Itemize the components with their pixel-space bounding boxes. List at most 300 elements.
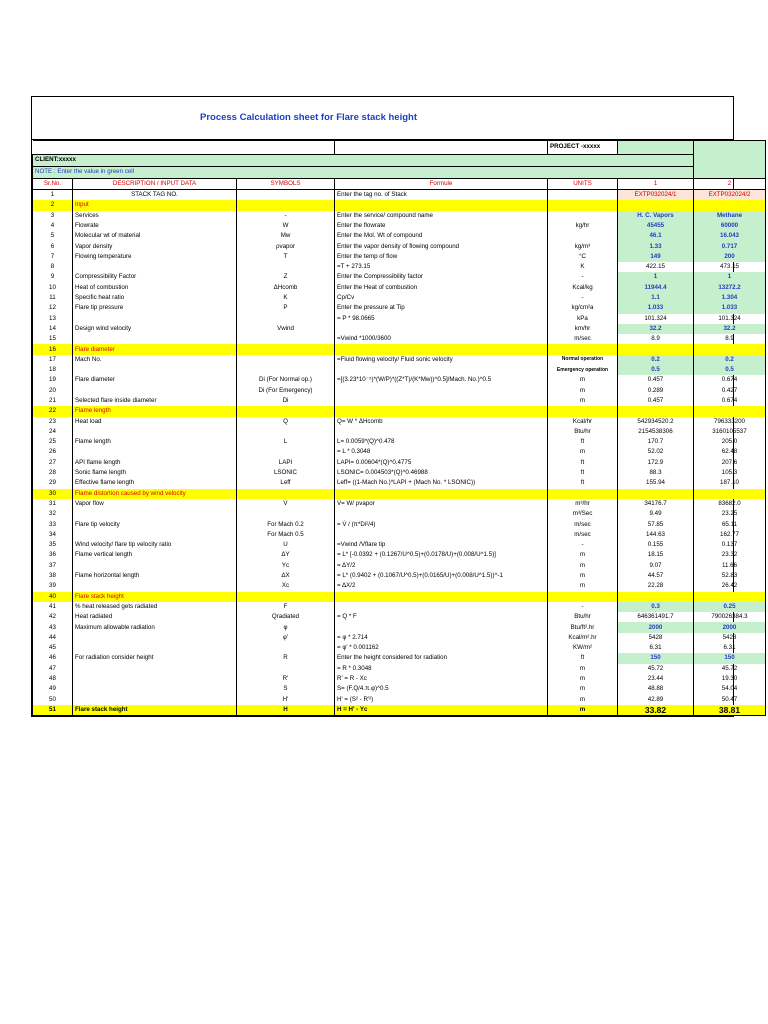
row-formula: V̇= W/ ρvapor [335,499,548,509]
row-unit: Btu/hr [548,612,618,622]
row-symbol: U [237,540,335,550]
row-symbol: H [237,705,335,716]
row-formula: =[(3.23*10⁻⁵)*(W/P)*((Z*T)/(K*Mw))^0.5]/Mach. No.)^0.5 [335,375,548,385]
table-row [33,447,766,457]
row-description: Vapor density [73,241,237,251]
row-value-1[interactable]: 1 [618,272,694,282]
row-formula: = P * 98.0665 [335,314,548,324]
table-row [33,355,766,365]
row-value-2: 83682.0 [694,499,766,509]
row-number: 44 [33,633,73,643]
row-value-2: 162.77 [694,530,766,540]
row-symbol: φ [237,622,335,632]
row-formula: = ΔY/2 [335,561,548,571]
row-unit: kg/m³ [548,241,618,251]
row-value-2[interactable]: 1.033 [694,303,766,313]
row-value-1: 0.155 [618,540,694,550]
row-symbol: φ' [237,633,335,643]
row-description: API flame length [73,458,237,468]
row-value-1: 9.07 [618,561,694,571]
row-value-2[interactable]: 200 [694,252,766,262]
row-value-1: 170.7 [618,437,694,447]
table-row [33,417,766,427]
header-srno: Sr.No. [33,179,73,190]
row-formula [335,592,548,602]
row-description: Specific heat ratio [73,293,237,303]
row-symbol [237,643,335,653]
row-description [73,262,237,272]
row-description [73,334,237,344]
row-unit: m/sec [548,520,618,530]
row-unit [548,592,618,602]
row-unit: K [548,262,618,272]
table-row [33,468,766,478]
row-symbol: Yc [237,561,335,571]
row-formula: = L * 0.3048 [335,447,548,457]
row-value-1[interactable]: 0.5 [618,365,694,375]
row-value-2: 23.25 [694,509,766,519]
row-formula: = ΔX/2 [335,581,548,591]
row-description [73,314,237,324]
row-description: Flare stack height [73,592,237,602]
row-unit: m [548,695,618,705]
row-value-2[interactable]: 16.043 [694,231,766,241]
row-formula: =Vwind *1000/3600 [335,334,548,344]
row-description: Selected flare inside diameter [73,396,237,406]
row-value-2: 62.48 [694,447,766,457]
table-row [33,509,766,519]
row-unit: m [548,674,618,684]
row-value-2: 11.66 [694,561,766,571]
row-unit: km/hr [548,324,618,334]
row-value-2: 0.427 [694,386,766,396]
row-value-1 [618,406,694,416]
row-value-1: 0.457 [618,396,694,406]
row-description: Flare tip velocity [73,520,237,530]
row-number: 38 [33,571,73,581]
row-unit [548,200,618,210]
row-symbol: ΔHcomb [237,283,335,293]
row-value-2 [694,406,766,416]
row-description: Vapor flow [73,499,237,509]
row-symbol: Di [237,396,335,406]
row-value-2: 19.30 [694,674,766,684]
row-value-2[interactable]: Methane [694,211,766,221]
row-formula: H = H' - Yc [335,705,548,716]
table-row [33,540,766,550]
row-number: 32 [33,509,73,519]
row-value-2 [694,344,766,354]
row-formula [335,344,548,354]
row-unit: m/sec [548,530,618,540]
row-description: Design wind velocity [73,324,237,334]
row-unit: m³/Sec [548,509,618,519]
table-row [33,581,766,591]
table-row [33,375,766,385]
row-number: 16 [33,344,73,354]
row-value-2: 50.47 [694,695,766,705]
row-description: Effective flame length [73,478,237,488]
row-formula [335,200,548,210]
row-value-1[interactable]: 0.2 [618,355,694,365]
row-unit [548,344,618,354]
row-number: 43 [33,622,73,632]
row-formula: Enter the Compressibility factor [335,272,548,282]
row-number: 33 [33,520,73,530]
row-unit: m [548,571,618,581]
row-formula: = φ * 2.714 [335,633,548,643]
row-value-1: 9.49 [618,509,694,519]
row-symbol: W [237,221,335,231]
row-unit [548,231,618,241]
row-formula: Enter the service/ compound name [335,211,548,221]
row-symbol [237,344,335,354]
row-description [73,581,237,591]
row-unit: - [548,540,618,550]
row-value-2[interactable]: 0.25 [694,602,766,612]
row-formula: Enter the vapor density of flowing compound [335,241,548,251]
row-formula: Leff= ((1-Mach No.)*LAPI + (Mach No. * LSONIC)) [335,478,548,488]
row-value-1[interactable]: 149 [618,252,694,262]
table-row [33,365,766,375]
row-description [73,633,237,643]
row-value-1: 0.457 [618,375,694,385]
row-number: 41 [33,602,73,612]
row-number: 39 [33,581,73,591]
table-row [33,684,766,694]
table-row [33,530,766,540]
client-row [33,155,766,167]
row-description: Compressibility Factor [73,272,237,282]
row-unit: m [548,581,618,591]
row-unit: - [548,272,618,282]
row-value-1: 0.289 [618,386,694,396]
row-number: 27 [33,458,73,468]
calculation-sheet [31,96,751,717]
row-formula: =Vwind /Vflare tip [335,540,548,550]
client-label: CLIENT:xxxxx [33,155,694,167]
row-value-2[interactable]: 13272.2 [694,283,766,293]
row-formula: LAPI= 0.00604*(Q)^0.4775 [335,458,548,468]
row-description: Flame distortion caused by wind velocity [73,489,237,499]
row-value-1: 22.28 [618,581,694,591]
row-formula [335,396,548,406]
row-number: 21 [33,396,73,406]
row-value-1 [618,592,694,602]
row-value-2: 6.31 [694,643,766,653]
title-band [32,97,733,140]
row-formula: Enter the Heat of combustion [335,283,548,293]
table-row [33,602,766,612]
row-symbol [237,664,335,674]
row-value-1[interactable]: 2000 [618,622,694,632]
row-number: 13 [33,314,73,324]
table-row [33,612,766,622]
row-description: Flowrate [73,221,237,231]
row-value-2[interactable]: 60000 [694,221,766,231]
row-formula: H' = (S² - R'²) [335,695,548,705]
row-value-1: 422.15 [618,262,694,272]
row-formula: = φ' * 0.001162 [335,643,548,653]
project-row [33,141,766,155]
row-value-2 [694,489,766,499]
calculation-table [32,140,766,716]
row-value-2: 0.674 [694,375,766,385]
row-unit: m/sec [548,334,618,344]
row-symbol: LAPI [237,458,335,468]
row-formula: Enter the temp of flow [335,252,548,262]
row-value-1: 18.15 [618,550,694,560]
sheet-title: Process Calculation sheet for Flare stack height [200,112,417,123]
row-value-2[interactable]: 1.304 [694,293,766,303]
row-value-1: 101.324 [618,314,694,324]
row-number: 8 [33,262,73,272]
row-description: For radiation consider height [73,653,237,663]
row-unit: kg/hr [548,221,618,231]
row-number: 2 [33,200,73,210]
row-description: Flame vertical length [73,550,237,560]
row-value-2: 473.15 [694,262,766,272]
table-row [33,211,766,221]
row-unit: - [548,602,618,612]
row-value-2: 23.32 [694,550,766,560]
row-unit: ft [548,437,618,447]
row-value-2: 38.81 [694,705,766,716]
row-formula: L= 0.0059*(Q)^0.478 [335,437,548,447]
table-row [33,592,766,602]
row-value-1: 88.3 [618,468,694,478]
row-value-1[interactable]: 32.2 [618,324,694,334]
row-formula [335,622,548,632]
row-unit: m³/hr [548,499,618,509]
row-unit: ft [548,653,618,663]
note-row [33,167,766,179]
row-value-2: 52.83 [694,571,766,581]
row-value-2: 54.04 [694,684,766,694]
row-formula: R' = R - Xc [335,674,548,684]
row-symbol: For Mach 0.2 [237,520,335,530]
row-formula [335,365,548,375]
table-row [33,643,766,653]
row-number: 25 [33,437,73,447]
row-value-1 [618,200,694,210]
header-symbols: SYMBOLS [237,179,335,190]
row-description [73,561,237,571]
table-row [33,252,766,262]
row-formula [335,602,548,612]
row-symbol: Di (For Normal op.) [237,375,335,385]
row-value-2[interactable]: 0.5 [694,365,766,375]
row-description [73,427,237,437]
row-number: 45 [33,643,73,653]
row-description: Flowing temperature [73,252,237,262]
row-symbol: T [237,252,335,262]
row-symbol [237,200,335,210]
row-description: Heat load [73,417,237,427]
table-row [33,200,766,210]
row-number: 10 [33,283,73,293]
row-value-1[interactable]: 1.033 [618,303,694,313]
row-number: 15 [33,334,73,344]
row-value-1[interactable]: 46.1 [618,231,694,241]
table-row [33,283,766,293]
row-value-2[interactable]: 150 [694,653,766,663]
row-symbol [237,592,335,602]
row-value-2: 0.137 [694,540,766,550]
row-number: 50 [33,695,73,705]
row-number: 19 [33,375,73,385]
row-description: Flare stack height [73,705,237,716]
row-symbol: L [237,437,335,447]
row-number: 37 [33,561,73,571]
row-formula [335,324,548,334]
row-value-2[interactable]: 1 [694,272,766,282]
row-value-1[interactable]: 150 [618,653,694,663]
table-row [33,571,766,581]
row-unit: - [548,293,618,303]
table-row [33,396,766,406]
row-value-1: EXTP032024/1 [618,190,694,201]
row-symbol: R [237,653,335,663]
table-row [33,664,766,674]
row-number: 48 [33,674,73,684]
table-row [33,262,766,272]
row-number: 11 [33,293,73,303]
row-formula [335,406,548,416]
row-value-1[interactable]: 1.1 [618,293,694,303]
row-number: 6 [33,241,73,251]
row-value-2: EXTP032024/2 [694,190,766,201]
row-number: 24 [33,427,73,437]
row-value-1: 155.94 [618,478,694,488]
row-number: 34 [33,530,73,540]
row-unit: Kcal/hr [548,417,618,427]
row-value-1[interactable]: 1.33 [618,241,694,251]
row-formula [335,386,548,396]
row-symbol: Q [237,417,335,427]
row-unit: m [548,447,618,457]
row-value-2[interactable]: 2000 [694,622,766,632]
row-symbol [237,355,335,365]
row-value-1: 33.82 [618,705,694,716]
row-description: Flame length [73,406,237,416]
table-row [33,622,766,632]
table-row [33,386,766,396]
row-number: 4 [33,221,73,231]
row-symbol: Z [237,272,335,282]
row-value-1: 48.88 [618,684,694,694]
row-value-1[interactable]: 0.3 [618,602,694,612]
row-unit [548,406,618,416]
row-value-1: 52.02 [618,447,694,457]
row-value-2: 5428 [694,633,766,643]
row-symbol: K [237,293,335,303]
row-description [73,530,237,540]
row-symbol: Leff [237,478,335,488]
row-unit: ft [548,468,618,478]
row-unit: m [548,664,618,674]
row-unit: m [548,375,618,385]
row-description: Heat of combustion [73,283,237,293]
row-formula: Enter the height considered for radiation [335,653,548,663]
row-number: 49 [33,684,73,694]
table-row [33,303,766,313]
row-value-1[interactable]: H. C. Vapors [618,211,694,221]
row-value-1: 42.89 [618,695,694,705]
row-unit: Kcal/m².hr [548,633,618,643]
row-unit: °C [548,252,618,262]
row-formula: = L* (0.9402 + (0.1067/U^0.5)+(0.0165/U)+(0.008/U^1.5))^-1 [335,571,548,581]
table-row [33,272,766,282]
row-unit [548,211,618,221]
row-description: Input [73,200,237,210]
row-formula: LSONIC= 0.004503*(Q)^0.46988 [335,468,548,478]
row-unit: Kcal/kg [548,283,618,293]
row-description [73,684,237,694]
header-description: DESCRIPTION / INPUT DATA [73,179,237,190]
row-value-2[interactable]: 0.2 [694,355,766,365]
row-value-1[interactable]: 45455 [618,221,694,231]
row-unit: Normal operation [548,355,618,365]
row-number: 29 [33,478,73,488]
row-symbol [237,262,335,272]
row-value-1: 5428 [618,633,694,643]
row-value-2: 205.0 [694,437,766,447]
row-symbol: H' [237,695,335,705]
row-formula: = Q * F [335,612,548,622]
table-row [33,705,766,716]
row-unit [548,190,618,201]
row-number: 47 [33,664,73,674]
row-description [73,365,237,375]
row-unit: m [548,684,618,694]
table-row [33,520,766,530]
row-symbol: Qradiated [237,612,335,622]
row-description [73,695,237,705]
row-number: 9 [33,272,73,282]
row-number: 18 [33,365,73,375]
row-value-2 [694,592,766,602]
row-description [73,643,237,653]
table-row [33,324,766,334]
row-symbol [237,489,335,499]
row-description [73,674,237,684]
row-description [73,509,237,519]
row-symbol: LSONIC [237,468,335,478]
header-case-2: 2 [694,179,766,190]
row-number: 14 [33,324,73,334]
row-number: 35 [33,540,73,550]
row-description [73,447,237,457]
row-number: 31 [33,499,73,509]
row-value-2: 105.3 [694,468,766,478]
table-row [33,293,766,303]
row-value-2: 3160105537 [694,427,766,437]
row-description: Heat radiated [73,612,237,622]
table-row [33,695,766,705]
table-row [33,231,766,241]
row-value-1: 8.9 [618,334,694,344]
row-description [73,386,237,396]
row-formula [335,427,548,437]
row-value-2: 207.6 [694,458,766,468]
row-symbol: R' [237,674,335,684]
row-value-1[interactable]: 11944.4 [618,283,694,293]
row-value-2[interactable]: 0.717 [694,241,766,251]
row-value-2[interactable]: 32.2 [694,324,766,334]
row-value-2: 101.324 [694,314,766,324]
table-row [33,489,766,499]
